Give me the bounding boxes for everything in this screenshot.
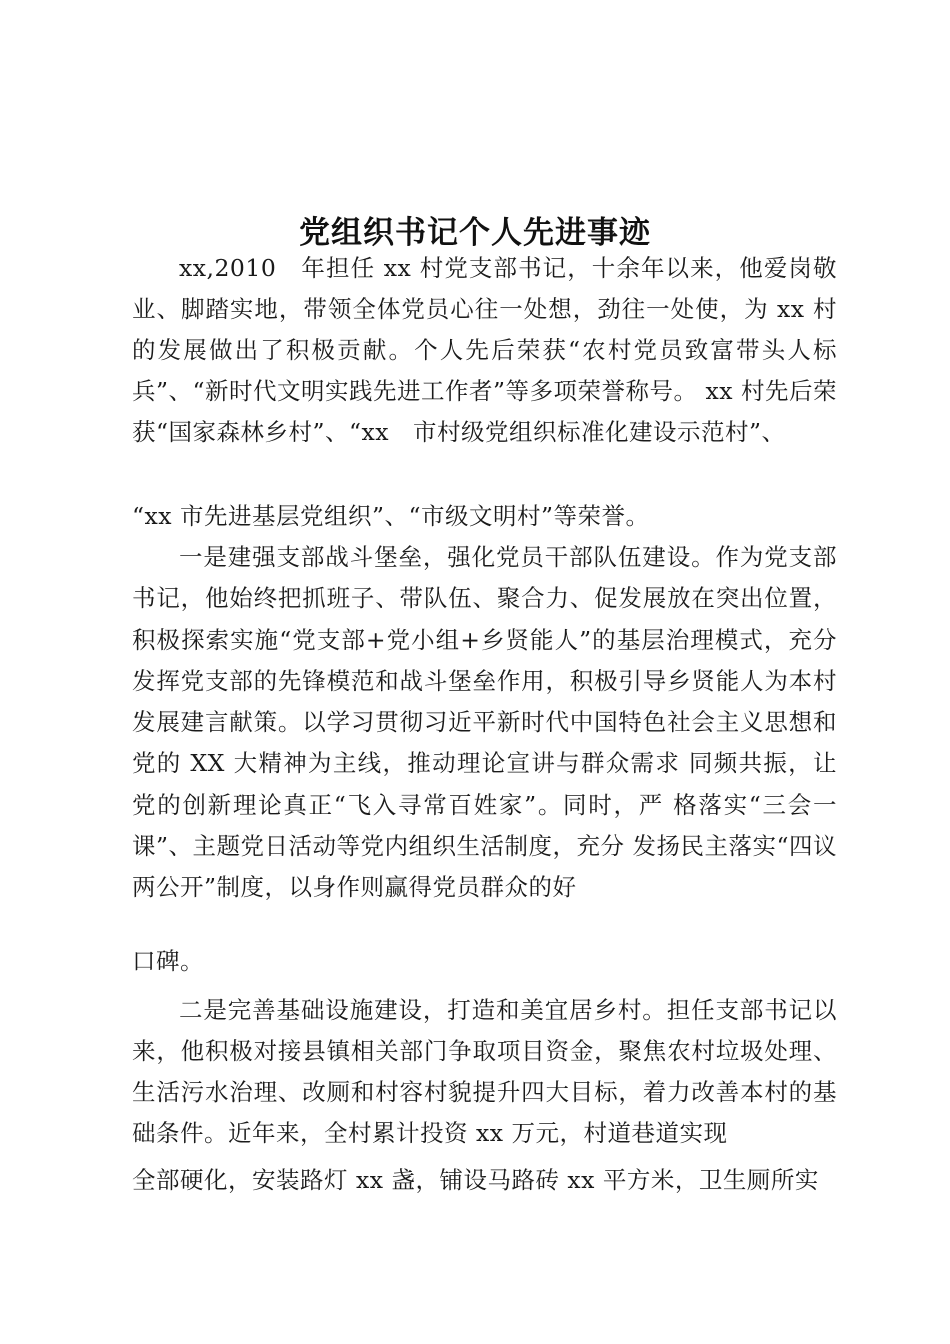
paragraph-honors-continued: “xx 市先进基层党组织”、“市级文明村”等荣誉。 (132, 502, 650, 530)
document-title: 党组织书记个人先进事迹 (299, 214, 651, 251)
paragraph-point-two-continued: 全部硬化，安装路灯 xx 盏，铺设马路砖 xx 平方米，卫生厕所实 (132, 1166, 819, 1194)
paragraph-point-two: 二是完善基础设施建设，打造和美宜居乡村。担任支部书记以来，他积极对接县镇相关部门争取项目资金，聚焦农村垃圾处理、生活污水治理、改厕和村容村貌提升四大目标，着力改善本村的基础条件。近年来，全村累计投资 xx 万元，村道巷道实现 (132, 996, 837, 1147)
paragraph-intro: xx,2010 年担任 xx 村党支部书记，十余年以来，他爱岗敬业、脚踏实地，带领全体党员心往一处想，劲往一处使，为 xx 村的发展做出了积极贡献。个人先后荣获“农村党员致富带头人标兵”、“新时代文明实践先进工作者”等多项荣誉称号。 xx 村先后荣获“国家森林乡村”、“xx 市村级党组织标准化建设示范村”、 (132, 254, 837, 446)
paragraph-point-one: 一是建强支部战斗堡垒，强化党员干部队伍建设。作为党支部书记，他始终把抓班子、带队伍、聚合力、促发展放在突出位置，积极探索实施“党支部+党小组+乡贤能人”的基层治理模式，充分发挥党支部的先锋模范和战斗堡垒作用，积极引导乡贤能人为本村发展建言献策。以学习贯彻习近平新时代中国特色社会主义思想和党的 XX 大精神为主线，推动理论宣讲与群众需求 同频共振，让党的创新理论真正“飞入寻常百姓家”。同时，严 格落实“三会一课”、主题党日活动等党内组织生活制度，充分 发扬民主落实“四议两公开”制度，以身作则赢得党员群众的好 (132, 543, 837, 902)
paragraph-point-one-end: 口碑。 (132, 947, 204, 975)
